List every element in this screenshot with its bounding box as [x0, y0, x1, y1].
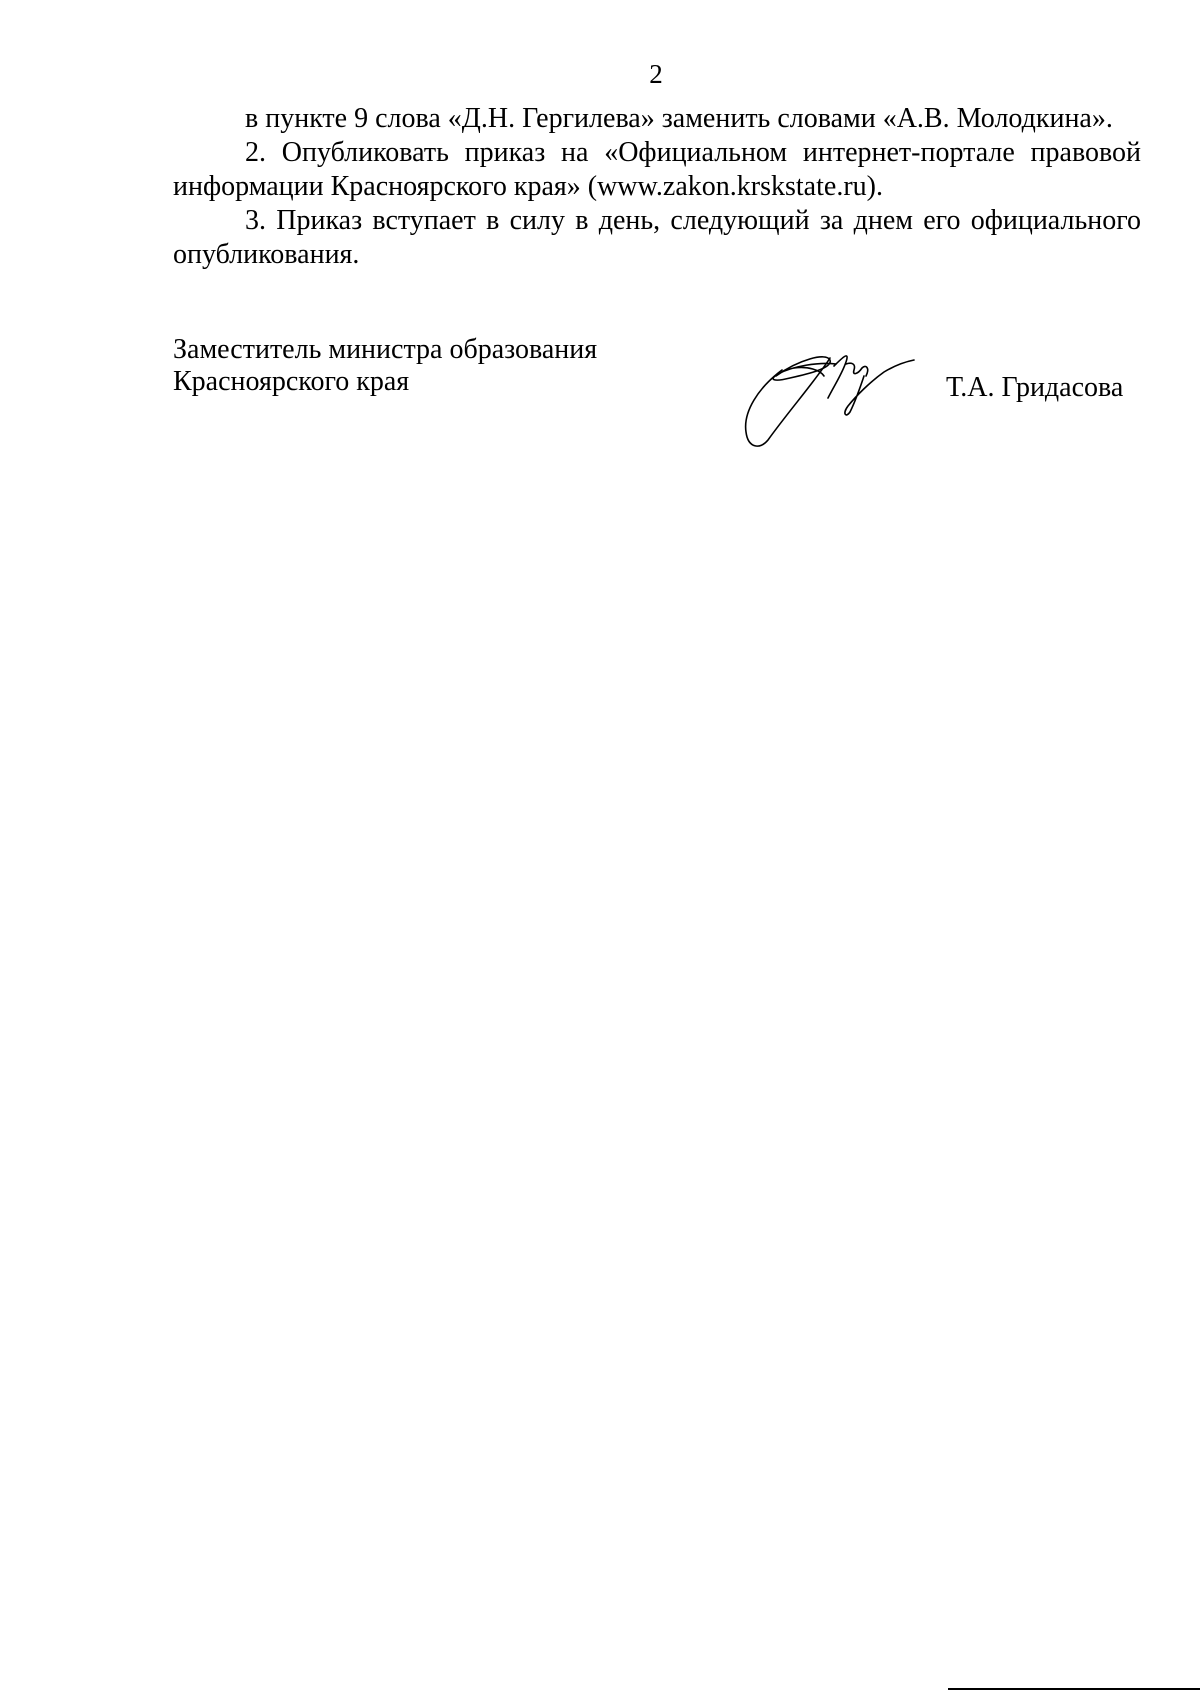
paragraph-publish: 2. Опубликовать приказ на «Официальном интернет-портале правовой информации Красноярского края» (www.zakon.krskstate.ru).	[173, 137, 1141, 202]
scan-edge-line	[948, 1688, 1200, 1690]
handwritten-signature	[738, 340, 918, 452]
paragraph-effective-date: 3. Приказ вступает в силу в день, следующий за днем его официального опубликования.	[173, 205, 1141, 270]
body-text	[173, 102, 1141, 272]
signatory-position-line-1: Заместитель министра образования	[173, 334, 598, 365]
signatory-name: Т.А. Гридасова	[946, 372, 1124, 403]
signatory-position	[173, 334, 597, 398]
page-number: 2	[649, 59, 663, 89]
paragraph-amendment: в пункте 9 слова «Д.Н. Гергилева» заменить словами «А.В. Молодкина».	[245, 103, 1113, 134]
signatory-position-line-2: Красноярского края	[173, 366, 410, 397]
